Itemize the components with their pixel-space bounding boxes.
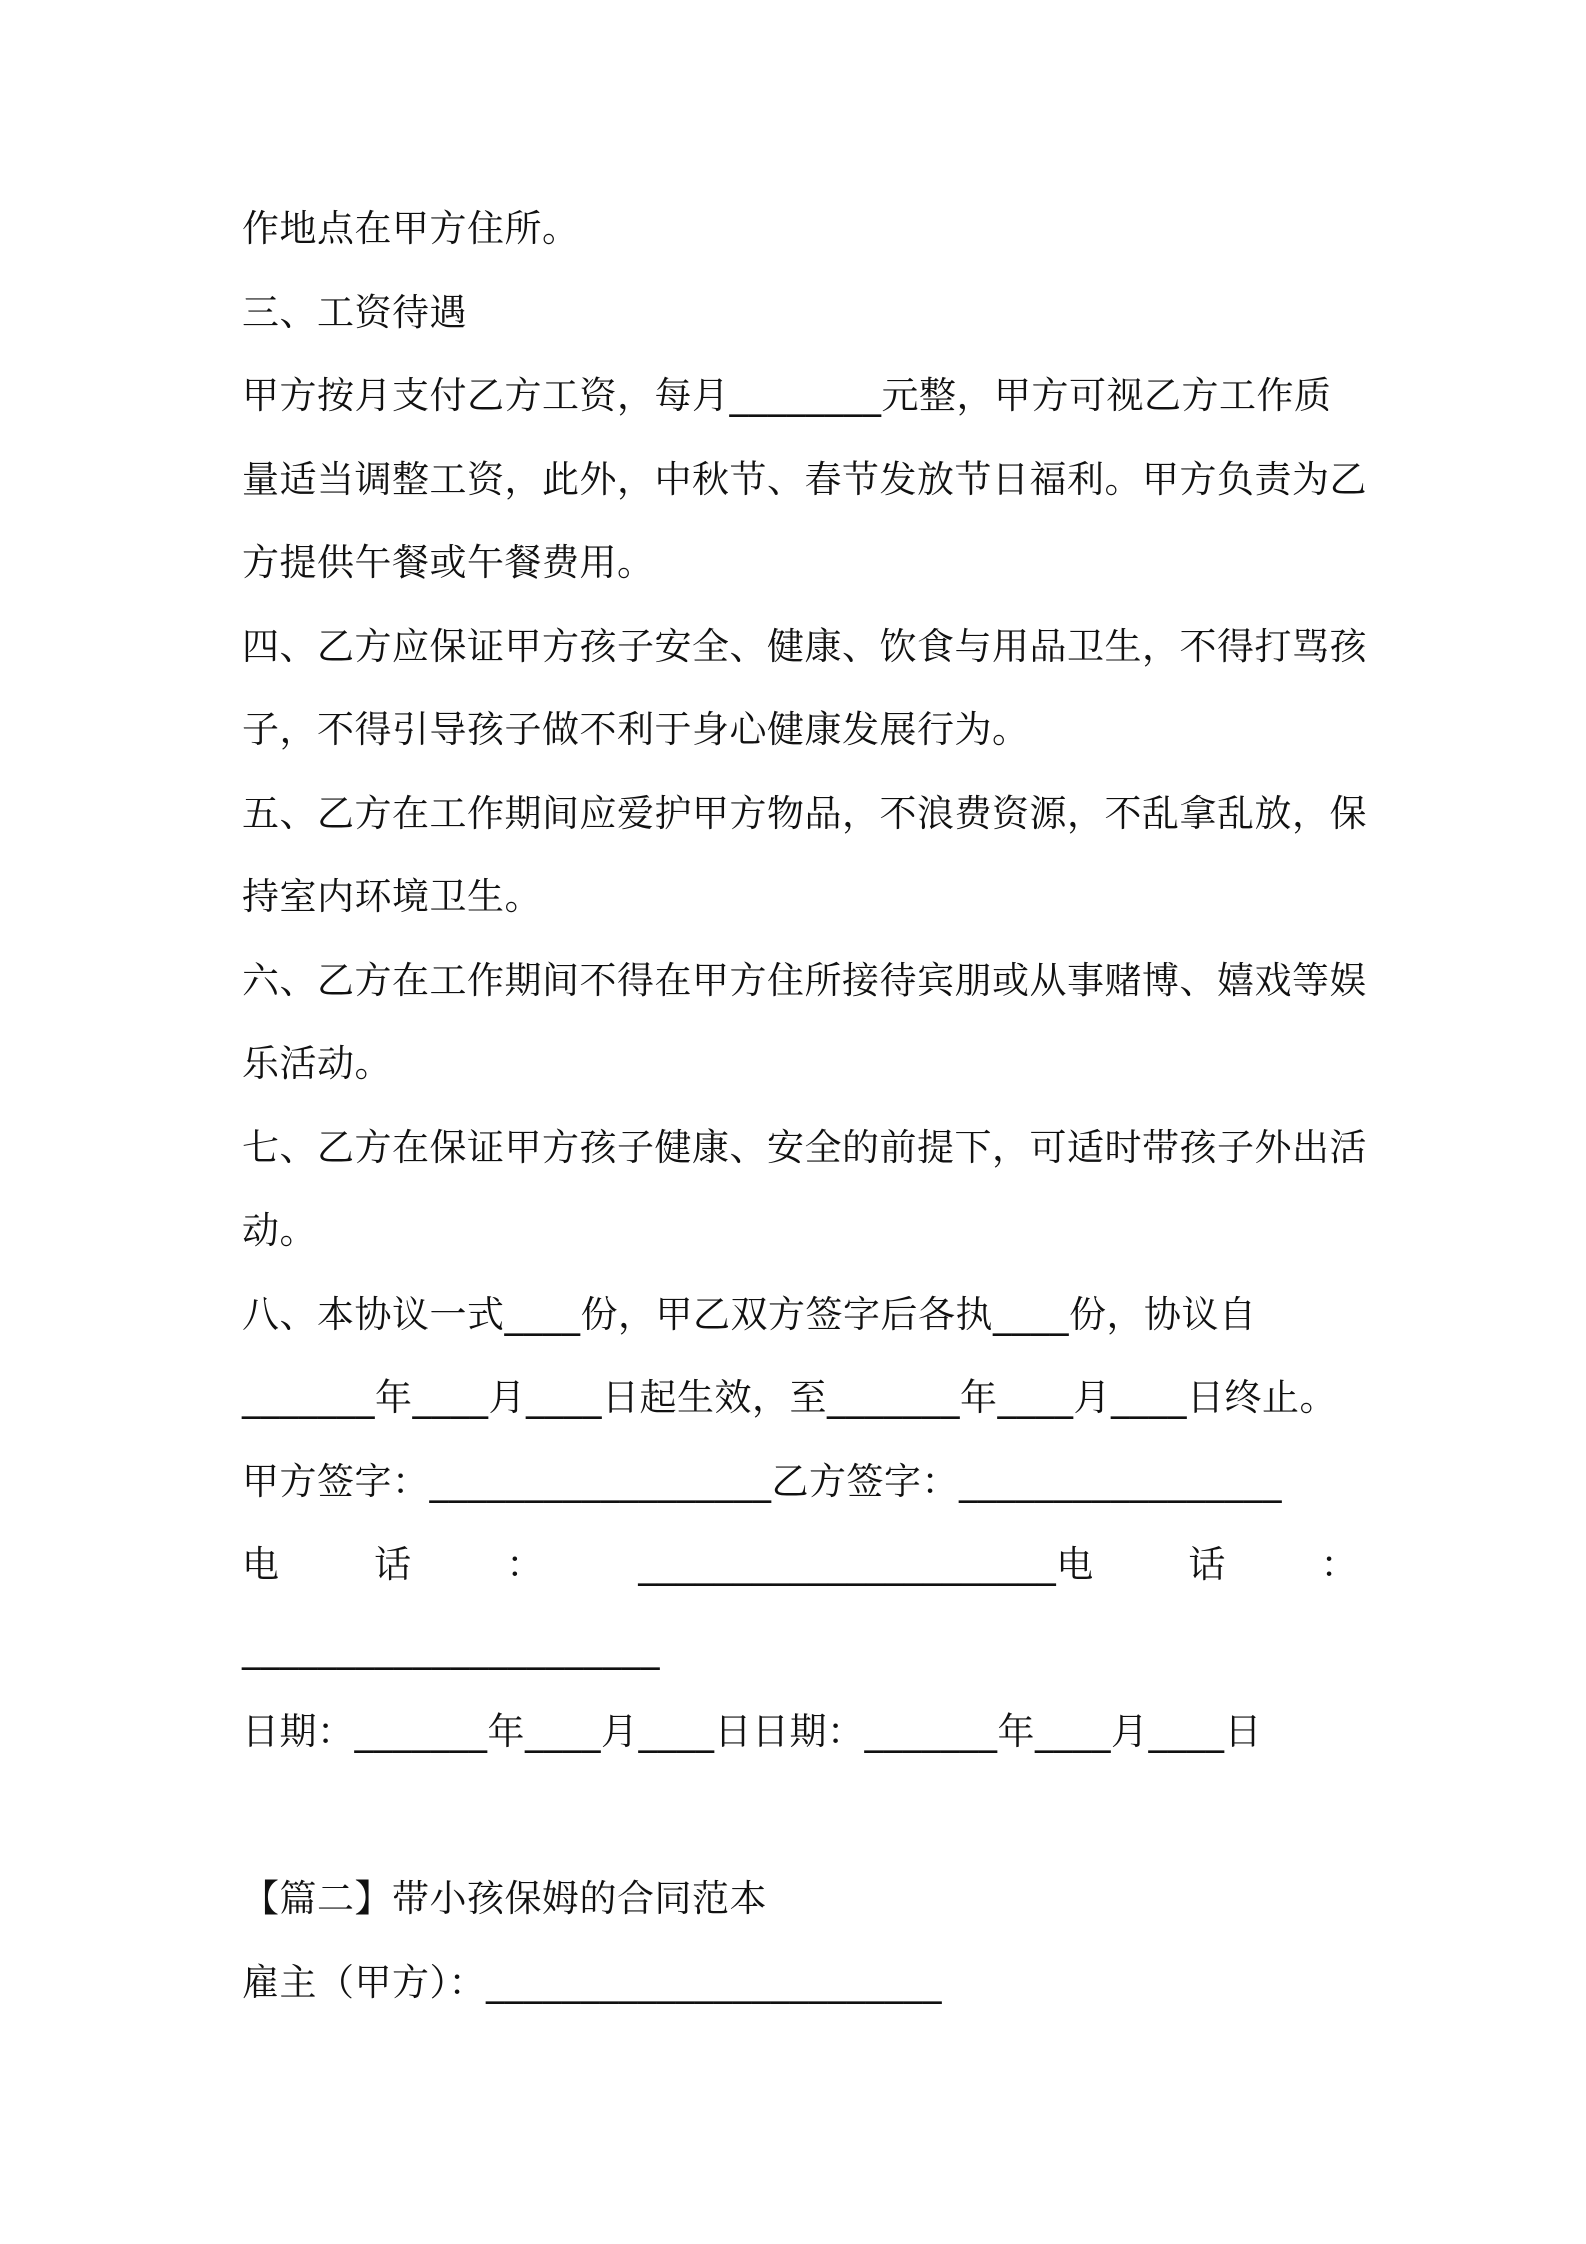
clause-five-line-2: 持室内环境卫生。 [242,875,542,918]
employer-line: 雇主（甲方）：________________________ [242,1961,942,2004]
text-line-4: 量适当调整工资，此外，中秋节、春节发放节日福利。甲方负责为乙 [242,458,1367,501]
clause-eight-line-1: 八、本协议一式____份，甲乙双方签字后各执____份，协议自 [242,1293,1257,1336]
clause-six-line-2: 乐活动。 [242,1042,392,1085]
date-line: 日期：_______年____月____日日期：_______年____月____日 [242,1710,1262,1753]
phone-row [242,1540,1358,1590]
phone-blank-line: ______________________ [242,1627,660,1670]
phone-label-colon: ： [506,1543,544,1586]
clause-five-line-1: 五、乙方在工作期间应爱护甲方物品，不浪费资源，不乱拿乱放，保 [242,792,1367,835]
clause-four-line-1: 四、乙方应保证甲方孩子安全、健康、饮食与用品卫生，不得打骂孩 [242,625,1367,668]
clause-eight-line-2: _______年____月____日起生效，至_______年____月____日终止。 [242,1376,1337,1419]
phone-label-char-2b: 话 [1188,1543,1226,1586]
phone-blank-and-label: ______________________电 [638,1543,1094,1586]
clause-six-line-1: 六、乙方在工作期间不得在甲方住所接待宾朋或从事赌博、嬉戏等娱 [242,959,1367,1002]
clause-seven-line-2: 动。 [242,1209,317,1252]
text-line-3: 甲方按月支付乙方工资，每月________元整，甲方可视乙方工作质 [242,374,1332,417]
signature-line: 甲方签字：__________________乙方签字：_________________ [242,1460,1282,1503]
clause-four-line-2: 子，不得引导孩子做不利于身心健康发展行为。 [242,708,1030,751]
text-line-1: 作地点在甲方住所。 [242,207,580,250]
section-title: 【篇二】带小孩保姆的合同范本 [242,1877,767,1920]
phone-label-char-2: 话 [374,1543,412,1586]
phone-label-char-1: 电 [242,1543,280,1586]
section-heading-wages: 三、工资待遇 [242,291,467,334]
clause-seven-line-1: 七、乙方在保证甲方孩子健康、安全的前提下，可适时带孩子外出活 [242,1126,1367,1169]
phone-label-colon-b: ： [1320,1543,1358,1586]
text-line-5: 方提供午餐或午餐费用。 [242,541,655,584]
